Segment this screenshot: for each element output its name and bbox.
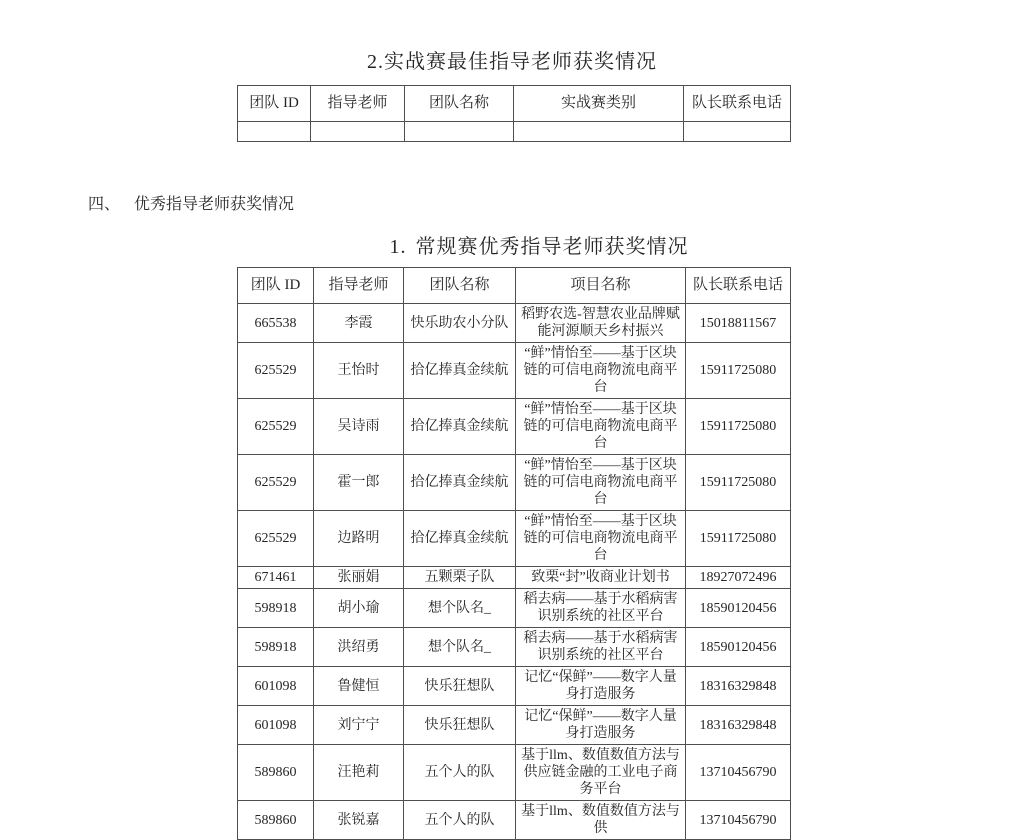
table-cell: 汪艳莉 xyxy=(314,745,404,801)
regular-excellent-instructor-table xyxy=(237,267,791,840)
practical-best-instructor-table xyxy=(237,85,791,142)
column-header: 团队名称 xyxy=(405,86,514,122)
table-cell: 霍一郎 xyxy=(314,455,404,511)
table-cell: “鲜”情怡至——基于区块链的可信电商物流电商平台 xyxy=(516,455,686,511)
table-cell: 稻去病——基于水稻病害识别系统的社区平台 xyxy=(516,628,686,667)
header-row xyxy=(238,86,791,122)
column-header: 实战赛类别 xyxy=(514,86,684,122)
table-cell: 稻野农选-智慧农业品牌赋能河源顺天乡村振兴 xyxy=(516,304,686,343)
table-row xyxy=(238,567,791,589)
table-row xyxy=(238,667,791,706)
subtitle-text: 常规赛优秀指导老师获奖情况 xyxy=(415,236,689,258)
table-cell: 18316329848 xyxy=(686,706,791,745)
table-cell: 想个队名_ xyxy=(404,628,516,667)
header-row xyxy=(238,268,791,304)
table-cell: 625529 xyxy=(238,511,314,567)
table-cell: 基于llm、数值数值方法与供 xyxy=(516,801,686,840)
column-header: 项目名称 xyxy=(516,268,686,304)
table-cell: 记忆“保鲜”——数字人量身打造服务 xyxy=(516,667,686,706)
table-cell: “鲜”情怡至——基于区块链的可信电商物流电商平台 xyxy=(516,399,686,455)
table-cell: 601098 xyxy=(238,706,314,745)
table-cell: 18590120456 xyxy=(686,628,791,667)
column-header: 团队 ID xyxy=(238,86,311,122)
table-cell: 胡小瑜 xyxy=(314,589,404,628)
table-cell: 鲁健恒 xyxy=(314,667,404,706)
table-cell: 598918 xyxy=(238,628,314,667)
table-cell: 18590120456 xyxy=(686,589,791,628)
regular-section-subtitle xyxy=(27,235,1024,259)
column-header: 团队名称 xyxy=(404,268,516,304)
table-cell: 吴诗雨 xyxy=(314,399,404,455)
table-cell xyxy=(311,122,405,142)
table-row xyxy=(238,455,791,511)
table-cell: 625529 xyxy=(238,455,314,511)
table-row xyxy=(238,745,791,801)
table-row xyxy=(238,304,791,343)
table-cell: “鲜”情怡至——基于区块链的可信电商物流电商平台 xyxy=(516,343,686,399)
table-row xyxy=(238,589,791,628)
table-cell xyxy=(405,122,514,142)
table-cell: 想个队名_ xyxy=(404,589,516,628)
table-cell: 665538 xyxy=(238,304,314,343)
table-row xyxy=(238,628,791,667)
table-cell: 基于llm、数值数值方法与供应链金融的工业电子商务平台 xyxy=(516,745,686,801)
practical-section-title: 2.实战赛最佳指导老师获奖情况 xyxy=(367,51,657,73)
table-cell: 13710456790 xyxy=(686,745,791,801)
table-cell: 589860 xyxy=(238,801,314,840)
table-cell: 五个人的队 xyxy=(404,801,516,840)
table-cell: 记忆“保鲜”——数字人量身打造服务 xyxy=(516,706,686,745)
table-cell xyxy=(684,122,791,142)
table-cell: 致栗“封”收商业计划书 xyxy=(516,567,686,589)
table-cell: 刘宁宁 xyxy=(314,706,404,745)
table-cell: 李霞 xyxy=(314,304,404,343)
table-cell: 15018811567 xyxy=(686,304,791,343)
table-cell: 稻去病——基于水稻病害识别系统的社区平台 xyxy=(516,589,686,628)
table-cell: 18316329848 xyxy=(686,667,791,706)
table-row xyxy=(238,801,791,840)
table-cell: 15911725080 xyxy=(686,399,791,455)
table-cell: 598918 xyxy=(238,589,314,628)
table-cell: 快乐助农小分队 xyxy=(404,304,516,343)
table-cell: 15911725080 xyxy=(686,343,791,399)
column-header: 队长联系电话 xyxy=(684,86,791,122)
section-number: 四、 xyxy=(88,196,121,213)
table-cell: 13710456790 xyxy=(686,801,791,840)
table-cell: 625529 xyxy=(238,399,314,455)
table-cell: 五颗栗子队 xyxy=(404,567,516,589)
column-header: 队长联系电话 xyxy=(686,268,791,304)
table-cell: “鲜”情怡至——基于区块链的可信电商物流电商平台 xyxy=(516,511,686,567)
table-cell: 边路明 xyxy=(314,511,404,567)
column-header: 指导老师 xyxy=(314,268,404,304)
table-cell: 拾亿捧真金续航 xyxy=(404,511,516,567)
table-cell: 15911725080 xyxy=(686,455,791,511)
table-cell: 15911725080 xyxy=(686,511,791,567)
table-cell: 快乐狂想队 xyxy=(404,667,516,706)
section-heading xyxy=(88,194,294,215)
table-cell: 671461 xyxy=(238,567,314,589)
table-cell xyxy=(238,122,311,142)
table-row xyxy=(238,706,791,745)
table-cell: 快乐狂想队 xyxy=(404,706,516,745)
section-heading-text: 优秀指导老师获奖情况 xyxy=(134,196,295,213)
table-cell: 五个人的队 xyxy=(404,745,516,801)
table-cell: 拾亿捧真金续航 xyxy=(404,399,516,455)
column-header: 指导老师 xyxy=(311,86,405,122)
table-cell: 张丽娟 xyxy=(314,567,404,589)
table-cell: 625529 xyxy=(238,343,314,399)
table-cell: 王怡时 xyxy=(314,343,404,399)
table-row xyxy=(238,122,791,142)
table-row xyxy=(238,511,791,567)
table-cell: 拾亿捧真金续航 xyxy=(404,343,516,399)
table-cell: 589860 xyxy=(238,745,314,801)
table-cell: 601098 xyxy=(238,667,314,706)
column-header: 团队 ID xyxy=(238,268,314,304)
table-cell xyxy=(514,122,684,142)
table-cell: 18927072496 xyxy=(686,567,791,589)
table-cell: 张锐嘉 xyxy=(314,801,404,840)
table-cell: 洪绍勇 xyxy=(314,628,404,667)
table-row xyxy=(238,399,791,455)
table-row xyxy=(238,343,791,399)
subtitle-number: 1. xyxy=(389,236,407,258)
table-cell: 拾亿捧真金续航 xyxy=(404,455,516,511)
